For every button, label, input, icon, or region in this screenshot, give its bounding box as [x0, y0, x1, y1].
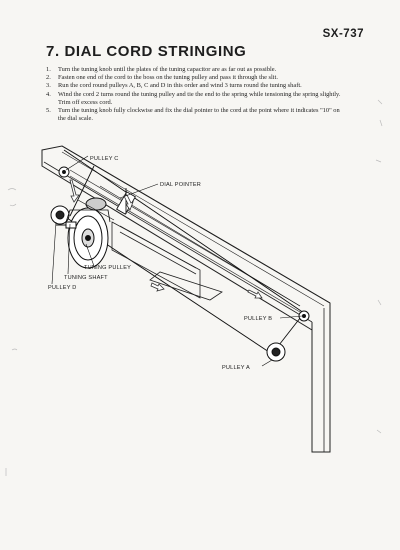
label-pulley-a: PULLEY A	[222, 365, 250, 371]
pulley-c	[59, 167, 69, 177]
model-number: SX-737	[322, 28, 364, 40]
instruction-step: 4. Wind the cord 2 turns round the tuning pulley and tie the end to the spring while tensioning the spring slightly. Trim off excess cord.	[46, 90, 341, 106]
arrow-icon	[70, 180, 79, 202]
instruction-step: 1. Turn the tuning knob until the plates of the tuning capacitor are as far out as possible.	[46, 66, 277, 73]
dial-pointer	[117, 188, 136, 214]
section-title: 7. DIAL CORD STRINGING	[46, 43, 247, 60]
instruction-step: 5. Turn the tuning knob fully clockwise and fix the dial pointer to the cord at the point where it indicates "10" on the dial scale.	[46, 107, 340, 123]
label-pulley-d: PULLEY D	[48, 285, 77, 291]
label-tuning-pulley: TUNING PULLEY	[84, 265, 132, 271]
label-pulley-b: PULLEY B	[244, 316, 273, 322]
instruction-step: 2. Fasten one end of the cord to the boss on the tuning pulley and pass it through the slit.	[46, 74, 278, 82]
pulley-a	[267, 343, 285, 361]
chassis-frame	[42, 146, 330, 452]
label-pulley-c: PULLEY C	[90, 156, 119, 162]
label-tuning-shaft: TUNING SHAFT	[64, 275, 108, 281]
instruction-step: 3. Run the cord round pulleys A, B, C and D in this order and wind 3 turns round the tuning shaft.	[46, 82, 302, 90]
label-dial-pointer: DIAL POINTER	[160, 182, 202, 188]
